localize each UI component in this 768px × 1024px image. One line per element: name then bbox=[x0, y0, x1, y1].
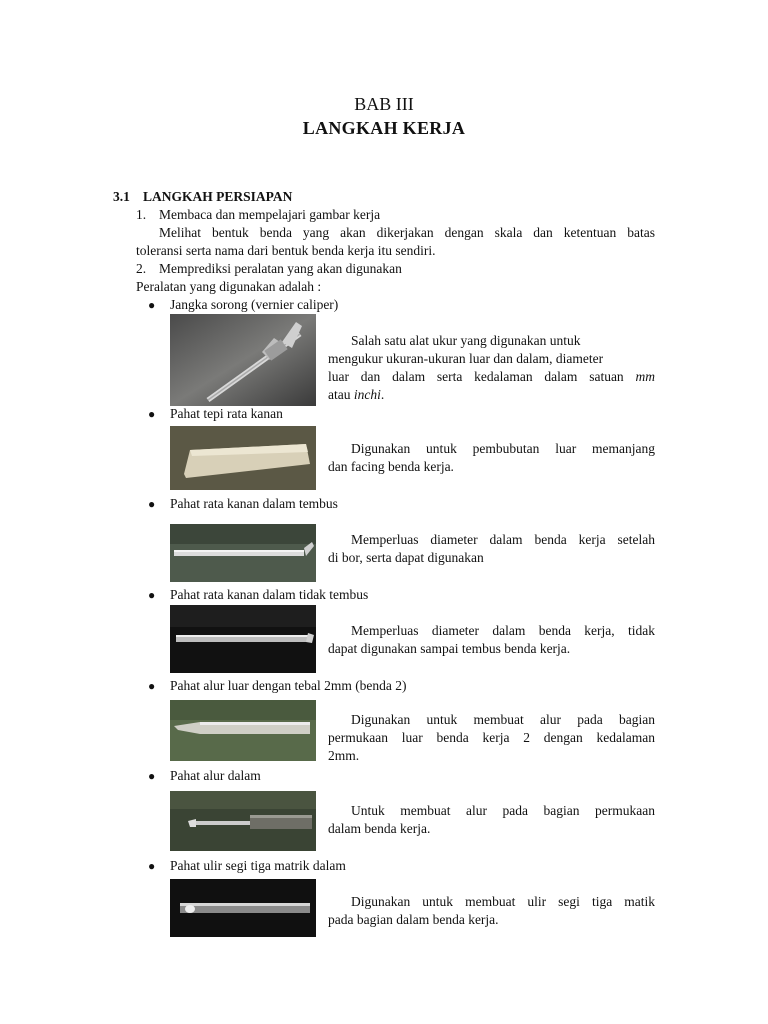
photo-blind-boring-tool bbox=[170, 605, 316, 673]
step-2-intro: Peralatan yang digunakan adalah : bbox=[136, 279, 322, 294]
tool-name: Pahat rata kanan dalam tidak tembus bbox=[170, 587, 369, 602]
step-1-body-line2: toleransi serta nama dari bentuk benda kerja itu sendiri. bbox=[136, 243, 436, 258]
tool-item-7 bbox=[148, 857, 346, 875]
photo-internal-thread-tool bbox=[170, 879, 316, 937]
bullet-icon: ● bbox=[148, 497, 156, 511]
step-1 bbox=[136, 206, 380, 224]
tool-name: Pahat alur dalam bbox=[170, 768, 261, 783]
tool-name: Pahat alur luar dengan tebal 2mm (benda 2) bbox=[170, 678, 407, 693]
step-1-number: 1. bbox=[136, 207, 147, 222]
tool-6-description: Untuk membuat alur pada bagian permukaan dalam benda kerja. bbox=[328, 803, 655, 836]
photo-side-tool bbox=[170, 426, 316, 490]
step-2-title: Memprediksi peralatan yang akan digunakan bbox=[159, 261, 402, 276]
photo-through-boring-tool bbox=[170, 524, 316, 582]
photo-external-grooving-tool bbox=[170, 700, 316, 761]
section-title: LANGKAH PERSIAPAN bbox=[143, 189, 293, 204]
tool-5-description: Digunakan untuk membuat alur pada bagian permukaan luar benda kerja 2 dengan kedalaman 2mm. bbox=[328, 712, 655, 763]
section-number: 3.1 bbox=[113, 189, 130, 204]
bullet-icon: ● bbox=[148, 859, 156, 873]
tool-3-description: Memperluas diameter dalam benda kerja setelah di bor, serta dapat digunakan bbox=[328, 532, 655, 565]
tool-item-5 bbox=[148, 677, 407, 695]
step-2 bbox=[136, 260, 402, 278]
tool-4-description: Memperluas diameter dalam benda kerja, tidak dapat digunakan sampai tembus benda kerja. bbox=[328, 623, 655, 656]
step-1-body-line1: Melihat bentuk benda yang akan dikerjakan dengan skala dan ketentuan batas bbox=[159, 225, 655, 240]
tool-item-1 bbox=[148, 296, 338, 314]
bullet-icon: ● bbox=[148, 769, 156, 783]
tool-2-description: Digunakan untuk pembubutan luar memanjang dan facing benda kerja. bbox=[328, 441, 655, 474]
tool-item-2 bbox=[148, 405, 283, 423]
photo-internal-grooving-tool bbox=[170, 791, 316, 851]
unit-inchi: inchi bbox=[353, 387, 381, 402]
tool-item-4 bbox=[148, 586, 368, 604]
tool-name: Pahat rata kanan dalam tembus bbox=[170, 496, 338, 511]
chapter-title: LANGKAH KERJA bbox=[302, 118, 466, 138]
tool-name: Jangka sorong (vernier caliper) bbox=[170, 297, 339, 312]
tool-item-6 bbox=[148, 767, 261, 785]
bullet-icon: ● bbox=[148, 407, 156, 421]
step-1-title: Membaca dan mempelajari gambar kerja bbox=[159, 207, 381, 222]
photo-vernier-caliper bbox=[170, 314, 316, 406]
section-heading bbox=[113, 188, 292, 206]
chapter-number: BAB III bbox=[354, 94, 414, 114]
bullet-icon: ● bbox=[148, 298, 156, 312]
tool-item-3 bbox=[148, 495, 338, 513]
tool-1-description: Salah satu alat ukur yang digunakan untuk mengukur ukuran-ukuran luar dan dalam, diameter luar dan dalam serta kedalaman dalam satuan mm atau inchi. bbox=[328, 333, 655, 402]
tool-name: Pahat tepi rata kanan bbox=[170, 406, 283, 421]
bullet-icon: ● bbox=[148, 679, 156, 693]
bullet-icon: ● bbox=[148, 588, 156, 602]
tool-name: Pahat ulir segi tiga matrik dalam bbox=[170, 858, 346, 873]
unit-mm: mm bbox=[635, 369, 655, 384]
step-2-number: 2. bbox=[136, 261, 147, 276]
tool-7-description: Digunakan untuk membuat ulir segi tiga matik pada bagian dalam benda kerja. bbox=[328, 894, 655, 927]
